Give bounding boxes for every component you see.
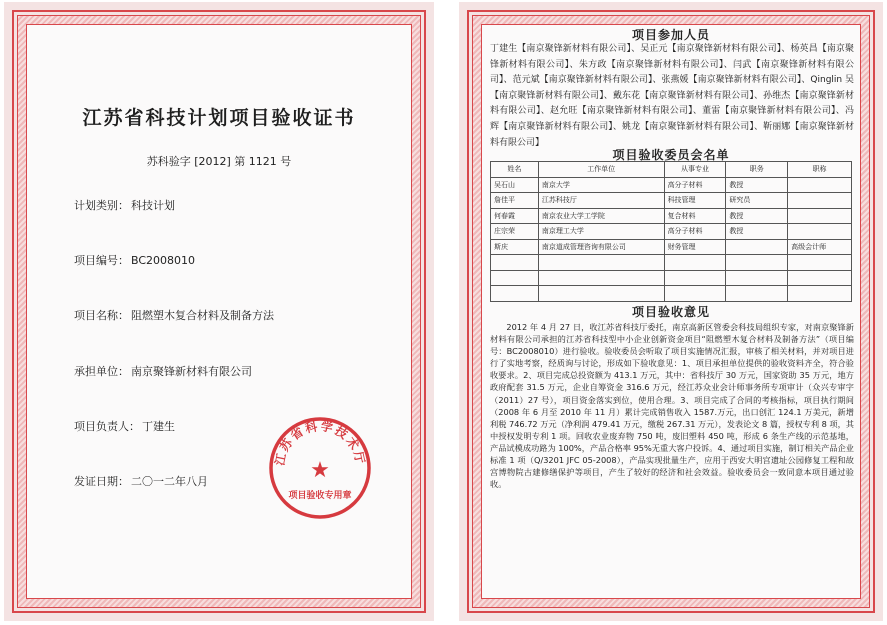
field-value: 丁建生 — [142, 420, 175, 433]
header-name: 姓名 — [491, 162, 539, 178]
cell — [726, 239, 788, 255]
field-project-number — [74, 252, 195, 268]
field-label: 项目名称： — [74, 309, 129, 322]
header-workplace: 工作单位 — [538, 162, 664, 178]
committee-table — [490, 161, 852, 302]
field-label: 计划类别： — [74, 199, 129, 212]
field-project-leader — [74, 418, 175, 434]
participants-title: 项目参加人员 — [631, 28, 710, 42]
field-value: 科技计划 — [131, 199, 175, 212]
table-row — [491, 255, 852, 271]
table-row — [491, 270, 852, 286]
cell: 庄宗荣 — [491, 224, 539, 240]
field-label: 承担单位： — [74, 365, 129, 378]
cell: 何春霞 — [491, 208, 539, 224]
seal-star-icon: ★ — [310, 458, 330, 483]
participants-list: 丁建生【南京聚锋新材料有限公司】、吴正元【南京聚锋新材料有限公司】、杨英昌【南京聚锋新材料有限公司】、朱方政【南京聚锋新材料有限公司】、闫武【南京聚锋新材料有限公司】、范元斌【南京聚锋新材料有限公司】、张燕媛【南京聚锋新材料有限公司】、Qinglin 吴【南京聚锋新材料有限公司】、戴东花【南京聚锋新材料有限公司】、孙维杰【南京聚锋新材料有限公司】、赵允旺【南京聚锋新材料有限公司】、董雷【南京聚锋新材料有限公司】、冯辉【南京聚锋新材料有限公司】、姚龙【南京聚锋新材料有限公司】、靳丽娜【南京聚锋新材料有限公司】 — [490, 44, 854, 148]
header-specialty: 从事专业 — [664, 162, 726, 178]
cell: 研究员 — [726, 193, 788, 209]
table-row — [491, 224, 852, 240]
cell: 南京理工大学 — [538, 224, 664, 240]
cell: 高级会计师 — [788, 239, 852, 255]
official-seal — [267, 415, 373, 521]
field-project-name — [74, 307, 274, 323]
cell: 江苏科技厅 — [538, 193, 664, 209]
header-title: 职称 — [788, 162, 852, 178]
cell: 高分子材料 — [664, 224, 726, 240]
table-row — [491, 286, 852, 302]
field-label: 项目编号： — [74, 254, 129, 267]
field-value: 阻燃塑木复合材料及制备方法 — [131, 309, 274, 322]
cell: 教授 — [726, 177, 788, 193]
cell: 南京大学 — [538, 177, 664, 193]
certificate-title: 江苏省科技计划项目验收证书 — [82, 107, 356, 129]
field-value: 南京聚锋新材料有限公司 — [131, 365, 252, 378]
cell — [788, 208, 852, 224]
table-row — [491, 193, 852, 209]
field-value: 二〇一二年八月 — [131, 475, 208, 488]
seal-arc-text: 江苏省科学技术厅 — [272, 419, 368, 467]
table-header-row — [491, 162, 852, 178]
certificate-cover-page — [4, 2, 434, 621]
cell — [788, 224, 852, 240]
cell: 科技管理 — [664, 193, 726, 209]
cell: 南京农业大学工学院 — [538, 208, 664, 224]
cell — [788, 193, 852, 209]
cell: 詹佳平 — [491, 193, 539, 209]
cell: 财务管理 — [664, 239, 726, 255]
field-value: BC2008010 — [131, 254, 196, 267]
certificate-detail-page — [459, 2, 883, 621]
field-label: 发证日期： — [74, 475, 129, 488]
certificate-number: 苏科验字 [2012] 第 1121 号 — [146, 155, 292, 168]
cell: 吴石山 — [491, 177, 539, 193]
detail-paper — [481, 24, 861, 599]
field-undertaking-unit — [74, 363, 252, 379]
cell: 复合材料 — [664, 208, 726, 224]
cover-paper — [26, 24, 412, 599]
seal-label: 项目验收专用章 — [288, 491, 352, 501]
cell — [788, 177, 852, 193]
field-label: 项目负责人： — [74, 420, 140, 433]
opinion-title: 项目验收意见 — [631, 305, 710, 319]
field-plan-category — [74, 197, 175, 213]
cell: 教授 — [726, 224, 788, 240]
committee-title: 项目验收委员会名单 — [612, 148, 730, 162]
table-row — [491, 208, 852, 224]
cell: 南京道成管理咨询有限公司 — [538, 239, 664, 255]
cell: 教授 — [726, 208, 788, 224]
header-position: 职务 — [726, 162, 788, 178]
table-row — [491, 239, 852, 255]
acceptance-opinion: 2012 年 4 月 27 日，收江苏省科技厅委托，南京高新区管委会科技局组织专家，对南京聚锋新材料有限公司承担的江苏省科技型中小企业创新资金项目“阻燃塑木复合材料及制备方法”（项目编号：BC2008010）进行验收。验收委员会听取了项目实施情况汇报，审核了相关材料，并对项目进行了实地考察，经质询与讨论，形成如下验收意见：1、项目承担单位提供的验收资料齐全，符合验收要求。2、项目完成总投资额为 413.1 万元，其中：省科技厅 30 万元，国家资助 35 万元，地方政府配套 31.5 万元，企业自筹资金 316.6 万元，经江苏众业会计师事务所专项审计（众兴专审字（2011）27 号），项目资金落实到位，使用合理。3、项目完成了合同的考核指标，项目执行期间（2008 年 6 月至 2010 年 11 月）累计完成销售收入 1587.万元，出口创汇 124.1 万美元，新增利税 746.72 万元（净利润 479.41 万元，缴税 267.31 万元），发表论文 8 篇，授权专利 8 项，其中授权发明专利 1 项。回收农业废弃物 750 吨，废旧塑料 450 吨，形成 6 条生产线的示范基地，产品试模成功路为 100%，产品合格率 95%无重大客户投诉。4、通过项目实施，制订相关产品企业标准 1 项（Q/3201 JFC 05-2008），产品实现批量生产，应用于西安大明宫遗址公园修复工程和故宫博物院古建修缮保护等项目，产生了较好的经济和社会效益。验收委员会一致同意本项目通过验收。 — [490, 322, 854, 490]
cell: 斯庆 — [491, 239, 539, 255]
cell: 高分子材料 — [664, 177, 726, 193]
field-issue-date — [74, 473, 208, 489]
table-row — [491, 177, 852, 193]
